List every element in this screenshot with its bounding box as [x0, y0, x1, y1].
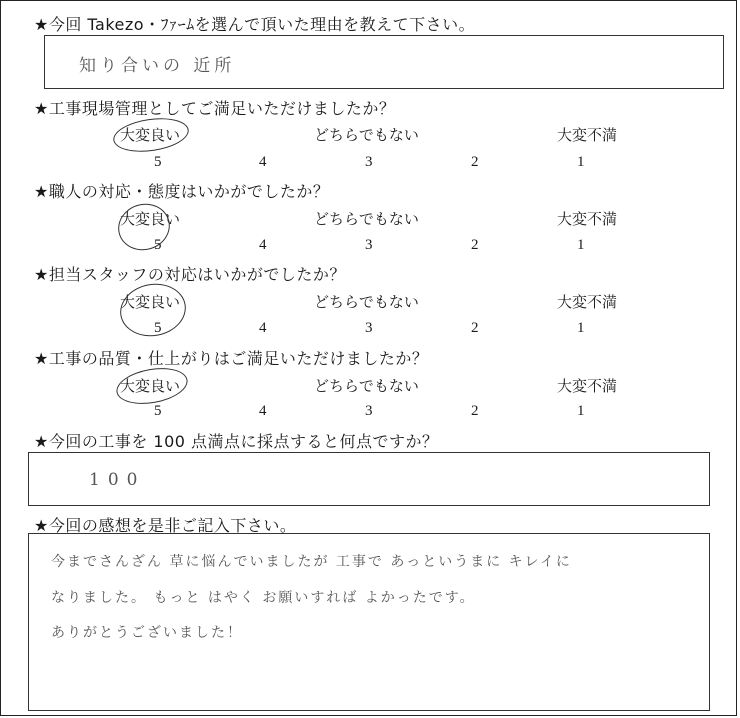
scale-label-neutral: どちらでもない	[314, 377, 419, 395]
question-reason: ★今回 Takezo・ﾌｧｰﾑを選んで頂いた理由を教えて下さい。	[34, 15, 476, 34]
scale-label-best: 大変良い	[120, 293, 181, 311]
scale-value-1[interactable]: 1	[577, 237, 585, 253]
question-staff: ★担当スタッフの対応はいかがでしたか？	[34, 265, 346, 284]
comment-line-3: ありがとうございました！	[51, 625, 243, 641]
scale-value-5[interactable]: 5	[154, 154, 162, 170]
scale-value-4[interactable]: 4	[259, 154, 267, 170]
scale-label-neutral: どちらでもない	[314, 293, 419, 311]
scale-value-5[interactable]: 5	[154, 403, 162, 419]
scale-value-3[interactable]: 3	[365, 154, 373, 170]
scale-value-4[interactable]: 4	[259, 403, 267, 419]
question-comments: ★今回の感想を是非ご記入下さい。	[34, 516, 297, 535]
reason-answer-text: 知り合いの 近所	[79, 56, 236, 76]
question-site-management: ★工事現場管理としてご満足いただけましたか？	[34, 99, 396, 118]
scale-label-best: 大変良い	[120, 377, 181, 395]
scale-value-1[interactable]: 1	[577, 320, 585, 336]
scale-value-2[interactable]: 2	[471, 154, 479, 170]
scale-label-worst: 大変不満	[557, 293, 618, 311]
scale-value-2[interactable]: 2	[471, 320, 479, 336]
scale-value-5[interactable]: 5	[154, 237, 162, 253]
comments-answer-box	[28, 533, 710, 711]
comment-line-1: 今までさんざん 草に悩んでいましたが 工事で あっというまに キレイに	[51, 554, 572, 570]
scale-value-1[interactable]: 1	[577, 403, 585, 419]
scale-value-3[interactable]: 3	[365, 320, 373, 336]
scale-label-neutral: どちらでもない	[314, 210, 419, 228]
scale-value-2[interactable]: 2	[471, 403, 479, 419]
score-answer-text: 100	[89, 470, 146, 490]
question-score: ★今回の工事を 100 点満点に採点すると何点ですか？	[34, 432, 439, 451]
scale-value-5[interactable]: 5	[154, 320, 162, 336]
scale-label-neutral: どちらでもない	[314, 126, 419, 144]
scale-label-best: 大変良い	[120, 126, 181, 144]
scale-value-3[interactable]: 3	[365, 403, 373, 419]
scale-value-2[interactable]: 2	[471, 237, 479, 253]
scale-label-worst: 大変不満	[557, 377, 618, 395]
scale-value-3[interactable]: 3	[365, 237, 373, 253]
scale-value-4[interactable]: 4	[259, 237, 267, 253]
scale-value-4[interactable]: 4	[259, 320, 267, 336]
scale-value-1[interactable]: 1	[577, 154, 585, 170]
scale-label-best: 大変良い	[120, 210, 181, 228]
scale-label-worst: 大変不満	[557, 126, 618, 144]
question-craftsmen: ★職人の対応・態度はいかがでしたか？	[34, 182, 330, 201]
scale-label-worst: 大変不満	[557, 210, 618, 228]
reason-answer-box	[44, 35, 724, 89]
question-quality: ★工事の品質・仕上がりはご満足いただけましたか？	[34, 349, 429, 368]
score-answer-box	[28, 452, 710, 506]
comment-line-2: なりました。 もっと はやく お願いすれば よかったです。	[51, 590, 476, 606]
